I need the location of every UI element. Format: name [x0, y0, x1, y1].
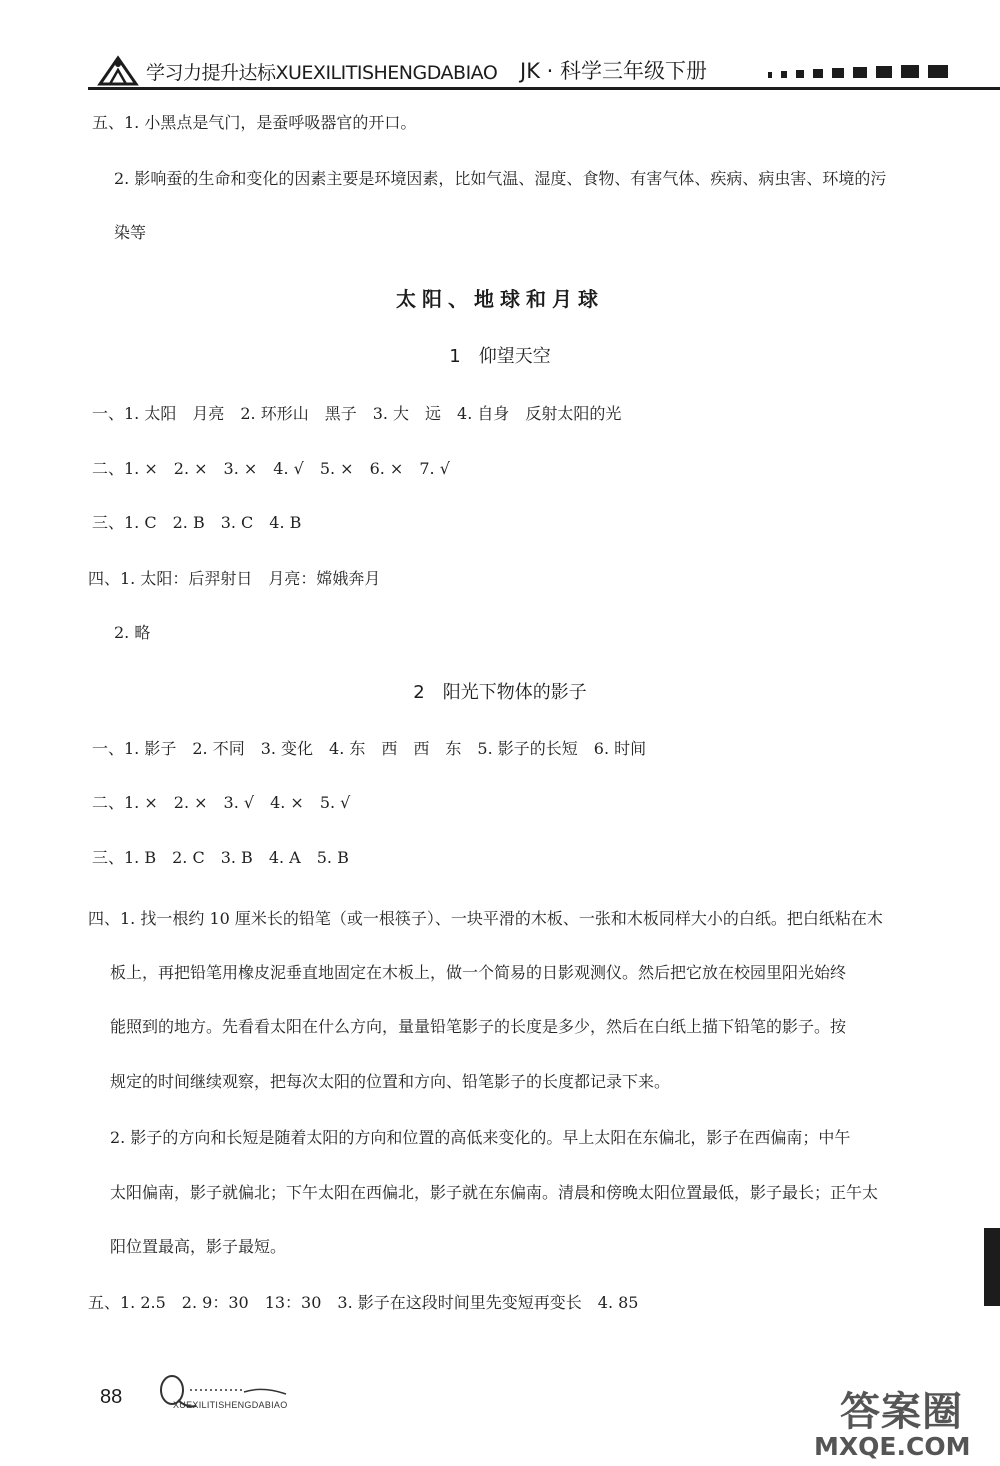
answer-line: 2. 略 [114, 623, 151, 642]
answer-line: 规定的时间继续观察，把每次太阳的位置和方向、铅笔影子的长度都记录下来。 [110, 1072, 671, 1091]
header-decoration-blocks [768, 64, 948, 78]
lesson-title: 1 仰望天空 [449, 346, 551, 367]
answer-line: 阳位置最高，影子最短。 [110, 1237, 287, 1256]
page-edge-bar [984, 1228, 1000, 1306]
book-title: JK · 科学三年级下册 [520, 59, 707, 83]
answer-line: 一、1. 影子 2. 不同 3. 变化 4. 东 西 西 东 5. 影子的长短 6. 时间 [92, 739, 647, 758]
answer-line: 五、1. 小黑点是气门，是蚕呼吸器官的开口。 [92, 113, 417, 132]
footer-logo-text: XUEXILITISHENGDABIAO [173, 1400, 288, 1410]
answer-line: 三、1. B 2. C 3. B 4. A 5. B [92, 848, 349, 867]
watermark-text: 答案圈 [840, 1389, 963, 1435]
answer-line: 四、1. 找一根约 10 厘米长的铅笔（或一根筷子）、一块平滑的木板、一张和木板同样大小的白纸。把白纸粘在木 [88, 909, 883, 928]
series-logo-icon [96, 54, 142, 88]
answer-line: 四、1. 太阳：后羿射日 月亮：嫦娥奔月 [88, 569, 381, 588]
answer-line: 太阳偏南，影子就偏北；下午太阳在西偏北，影子就在东偏南。清晨和傍晚太阳位置最低，影子最长；正午太 [110, 1183, 879, 1202]
answer-line: 二、1. × 2. × 3. √ 4. × 5. √ [92, 793, 351, 812]
answer-line: 2. 影响蚕的生命和变化的因素主要是环境因素，比如气温、湿度、食物、有害气体、疾病、病虫害、环境的污 [114, 169, 887, 188]
answer-line: 能照到的地方。先看看太阳在什么方向，量量铅笔影子的长度是多少，然后在白纸上描下铅笔的影子。按 [110, 1017, 847, 1036]
answer-line: 一、1. 太阳 月亮 2. 环形山 黑子 3. 大 远 4. 自身 反射太阳的光 [92, 404, 622, 423]
unit-title: 太阳、地球和月球 [396, 287, 604, 311]
watermark-url: MXQE.COM [814, 1432, 971, 1461]
answer-line: 二、1. × 2. × 3. × 4. √ 5. × 6. × 7. √ [92, 459, 450, 478]
answer-line: 五、1. 2.5 2. 9：30 13：30 3. 影子在这段时间里先变短再变长 4. 85 [88, 1293, 639, 1312]
page-number: 88 [100, 1386, 123, 1408]
answer-line: 三、1. C 2. B 3. C 4. B [92, 513, 302, 532]
series-title: 学习力提升达标XUEXILITISHENGDABIAO [146, 62, 498, 84]
answer-line: 2. 影子的方向和长短是随着太阳的方向和位置的高低来变化的。早上太阳在东偏北，影子在西偏南；中午 [110, 1128, 851, 1147]
answer-line: 板上，再把铅笔用橡皮泥垂直地固定在木板上，做一个简易的日影观测仪。然后把它放在校园里阳光始终 [110, 963, 847, 982]
lesson-title: 2 阳光下物体的影子 [413, 682, 587, 703]
header-rule [88, 87, 1000, 90]
answer-line: 染等 [114, 223, 147, 242]
page-header [0, 0, 1000, 100]
